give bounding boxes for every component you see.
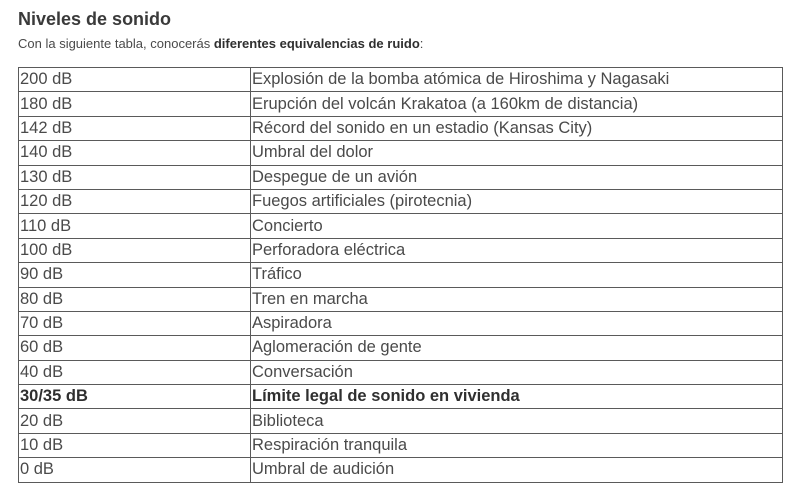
sound-description-cell: Aspiradora	[251, 311, 783, 335]
sound-level-cell: 40 dB	[19, 360, 251, 384]
sound-description-cell: Fuegos artificiales (pirotecnia)	[251, 189, 783, 213]
sound-level-cell: 180 dB	[19, 92, 251, 116]
sound-level-cell: 140 dB	[19, 141, 251, 165]
sound-description-cell: Explosión de la bomba atómica de Hiroshima y Nagasaki	[251, 68, 783, 92]
sound-level-cell: 60 dB	[19, 336, 251, 360]
sound-level-cell: 0 dB	[19, 458, 251, 482]
sound-level-cell: 130 dB	[19, 165, 251, 189]
sound-description-cell: Umbral de audición	[251, 458, 783, 482]
intro-prefix: Con la siguiente tabla, conocerás	[18, 36, 214, 51]
table-row	[19, 263, 783, 287]
sound-description-cell: Biblioteca	[251, 409, 783, 433]
sound-description-cell: Perforadora eléctrica	[251, 238, 783, 262]
intro-emphasis: diferentes equivalencias de ruido	[213, 36, 420, 51]
sound-levels-table	[18, 67, 783, 483]
sound-level-cell: 110 dB	[19, 214, 251, 238]
sound-level-cell: 200 dB	[19, 68, 251, 92]
table-row	[19, 141, 783, 165]
sound-description-cell: Límite legal de sonido en vivienda	[251, 385, 783, 409]
sound-level-cell: 80 dB	[19, 287, 251, 311]
sound-description-cell: Umbral del dolor	[251, 141, 783, 165]
table-row	[19, 287, 783, 311]
table-row	[19, 433, 783, 457]
sound-levels-table-container	[18, 67, 782, 483]
table-row	[19, 238, 783, 262]
table-row	[19, 92, 783, 116]
sound-description-cell: Respiración tranquila	[251, 433, 783, 457]
sound-level-cell: 100 dB	[19, 238, 251, 262]
page-title: Niveles de sonido	[18, 9, 172, 29]
table-row	[19, 409, 783, 433]
sound-level-cell: 142 dB	[19, 116, 251, 140]
table-row	[19, 214, 783, 238]
sound-level-cell: 20 dB	[19, 409, 251, 433]
sound-description-cell: Tren en marcha	[251, 287, 783, 311]
sound-description-cell: Tráfico	[251, 263, 783, 287]
intro-suffix: :	[419, 36, 424, 51]
sound-level-cell: 90 dB	[19, 263, 251, 287]
table-row	[19, 189, 783, 213]
table-row	[19, 68, 783, 92]
table-row	[19, 385, 783, 409]
table-body	[19, 68, 783, 483]
sound-level-cell: 70 dB	[19, 311, 251, 335]
table-row	[19, 165, 783, 189]
table-row	[19, 311, 783, 335]
table-row	[19, 116, 783, 140]
sound-description-cell: Concierto	[251, 214, 783, 238]
sound-level-cell: 30/35 dB	[19, 385, 251, 409]
sound-description-cell: Récord del sonido en un estadio (Kansas City)	[251, 116, 783, 140]
table-row	[19, 360, 783, 384]
sound-level-cell: 10 dB	[19, 433, 251, 457]
table-row	[19, 458, 783, 482]
sound-level-cell: 120 dB	[19, 189, 251, 213]
table-row	[19, 336, 783, 360]
intro-text	[18, 35, 423, 53]
sound-description-cell: Conversación	[251, 360, 783, 384]
sound-description-cell: Aglomeración de gente	[251, 336, 783, 360]
sound-description-cell: Despegue de un avión	[251, 165, 783, 189]
sound-description-cell: Erupción del volcán Krakatoa (a 160km de distancia)	[251, 92, 783, 116]
